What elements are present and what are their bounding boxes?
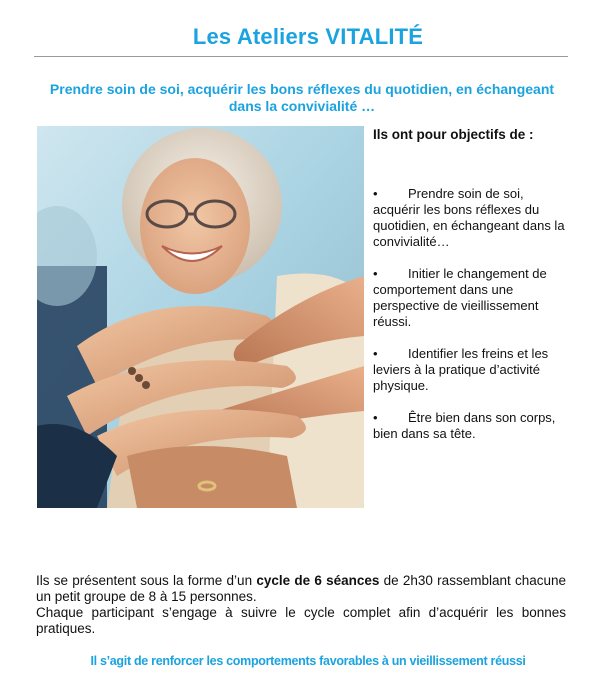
page-title: Les Ateliers VITALITÉ [192,24,424,49]
description-section [36,573,566,637]
hands-together-photo [37,126,364,508]
footer-tagline: Il s’agit de renforcer les comportements favorables à un vieillissement réussi [90,654,526,668]
bullet-icon: • [373,266,378,281]
list-item: • Identifier les freins et les leviers à la pratique d’activité physique. [373,346,549,393]
bullet-icon: • [373,186,378,201]
subtitle: Prendre soin de soi, acquérir les bons réflexes du quotidien, en échangeant dans la convivialité … [49,81,555,114]
title-divider [34,56,568,57]
bullet-icon: • [373,346,378,361]
cycle-highlight: cycle de 6 séances [256,573,380,588]
bullet-icon: • [373,410,378,425]
objectives-list [373,186,573,442]
list-item: • Prendre soin de soi, acquérir les bons réflexes du quotidien, en échangeant dans la convivialité… [373,186,565,249]
description-paragraph-2: Chaque participant s’engage à suivre le cycle complet afin d’acquérir les bonnes pratiques. [36,605,566,636]
objectives-section [373,127,573,458]
list-item: • Initier le changement de comportement dans une perspective de vieillissement réussi. [373,266,547,329]
description-paragraph-1: Ils se présentent sous la forme d’un cycle de 6 séances de 2h30 rassemblant chacune un petit groupe de 8 à 15 personnes. [36,573,567,604]
list-item: • Être bien dans son corps, bien dans sa tête. [373,410,556,441]
objectives-heading: Ils ont pour objectifs de : [373,127,534,142]
